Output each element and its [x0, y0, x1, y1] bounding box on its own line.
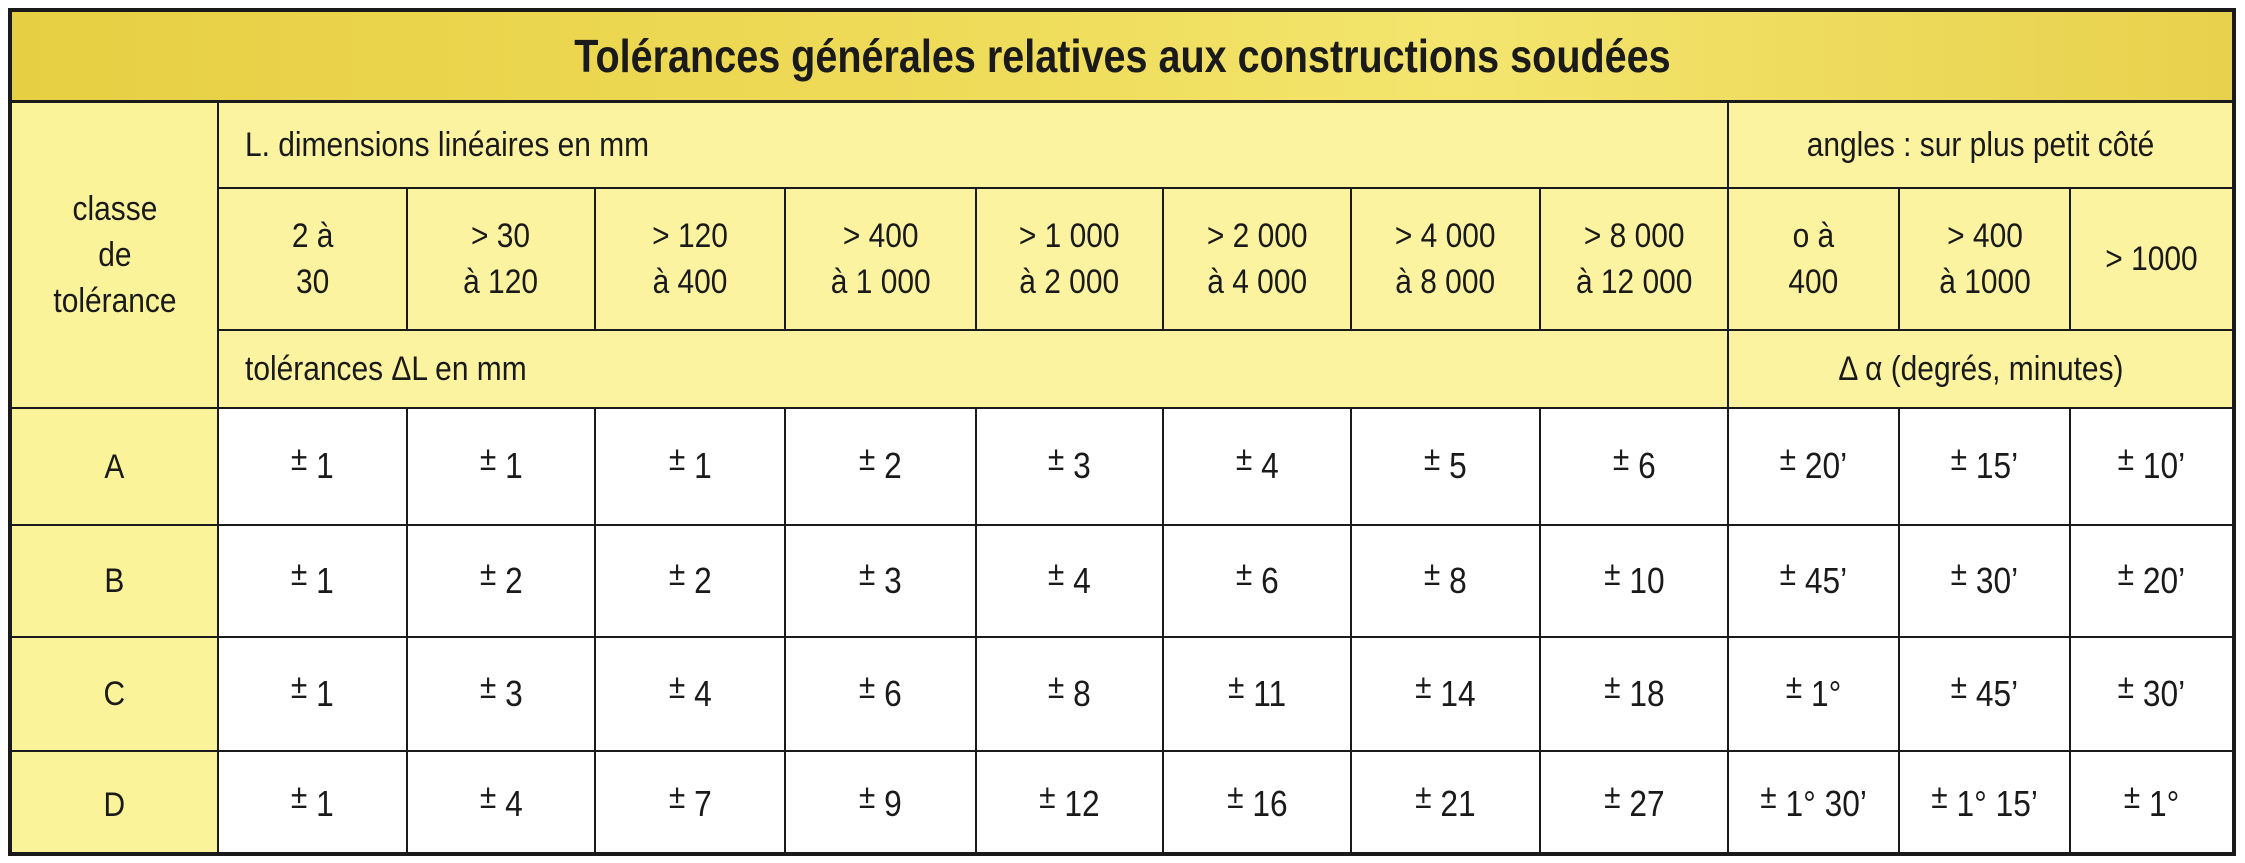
tolerance-cell [1727, 407, 1898, 524]
plus-minus-sign: ± [1612, 440, 1629, 478]
class-a-label-text [105, 444, 125, 490]
table-title: Tolérances générales relatives aux constructions soudées [573, 30, 1671, 82]
tolerance-value [1415, 778, 1476, 828]
tolerance-cell [2069, 524, 2232, 636]
linear-range-6 [1162, 187, 1350, 329]
tolerance-cell [594, 750, 784, 856]
plus-minus-sign: ± [479, 440, 496, 478]
plus-minus-sign: ± [479, 667, 496, 706]
tolerance-number: 1 [316, 559, 334, 601]
tolerance-value [1950, 440, 2019, 490]
tolerance-number: 15’ [1975, 445, 2019, 486]
linear-range-1-line: 30 [295, 263, 330, 301]
tolerance-number: 5 [1449, 445, 1467, 486]
tolerance-cell [975, 407, 1162, 524]
linear-range-2-text [464, 213, 539, 305]
plus-minus-sign: ± [1048, 554, 1065, 593]
tolerance-cell [1350, 750, 1539, 856]
tolerance-table [8, 8, 2236, 856]
angle-range-3-text [2105, 236, 2197, 282]
tolerance-cell [1898, 407, 2069, 524]
class-header [12, 103, 217, 407]
plus-minus-sign: ± [859, 778, 876, 816]
tolerance-cell [975, 750, 1162, 856]
linear-range-5-line: > 1 000 [1019, 217, 1120, 255]
tolerance-value [1415, 667, 1476, 718]
tolerance-cell [1727, 524, 1898, 636]
linear-range-8 [1539, 187, 1727, 329]
tolerance-cell [1350, 407, 1539, 524]
linear-range-6-text [1207, 213, 1308, 305]
tolerance-cell [217, 636, 406, 750]
tolerance-number: 20’ [1804, 445, 1848, 486]
plus-minus-sign: ± [1226, 778, 1244, 816]
tolerance-cell [2069, 407, 2232, 524]
tolerance-value [859, 440, 902, 490]
tolerance-number: 7 [693, 783, 712, 824]
linear-range-5-line: à 2 000 [1019, 263, 1120, 301]
angle-range-1-text [1789, 213, 1839, 305]
class-header-line: de [97, 236, 132, 274]
tolerance-cell [406, 407, 594, 524]
linear-range-2-line: à 120 [463, 263, 539, 301]
plus-minus-sign: ± [859, 554, 876, 593]
tolerance-value [859, 667, 902, 718]
plus-minus-sign: ± [668, 554, 685, 593]
plus-minus-sign: ± [1779, 440, 1797, 478]
tolerance-number: 30’ [2142, 672, 2186, 714]
tolerance-number: 30’ [1975, 559, 2019, 601]
plus-minus-sign: ± [1931, 778, 1948, 816]
tolerance-number: 3 [1073, 445, 1091, 486]
tolerance-value [1779, 554, 1848, 605]
linear-group-label-text: L. dimensions linéaires en mm [245, 126, 650, 164]
linear-range-4 [784, 187, 975, 329]
table-title-bar [12, 12, 2232, 103]
tolerance-value [2117, 440, 2186, 490]
class-b-label-text [105, 558, 125, 604]
tolerance-value [1760, 778, 1867, 828]
linear-tol-label-text: tolérances ΔL en mm [245, 350, 527, 388]
tolerance-value [1048, 440, 1091, 490]
linear-range-7-line: à 8 000 [1395, 263, 1496, 301]
class-header-line: classe [72, 190, 157, 228]
tolerance-value [291, 667, 334, 718]
linear-range-7-text [1395, 213, 1496, 305]
tolerance-number: 2 [693, 559, 712, 601]
plus-minus-sign: ± [1235, 440, 1252, 478]
class-b-label [12, 524, 217, 636]
linear-range-7 [1350, 187, 1539, 329]
tolerance-value [291, 440, 334, 490]
tolerance-cell [406, 636, 594, 750]
plus-minus-sign: ± [859, 667, 876, 706]
angle-range-1-line: o à [1792, 217, 1835, 255]
tolerance-cell [1162, 636, 1350, 750]
linear-range-2 [406, 187, 594, 329]
tolerance-value [1226, 778, 1288, 828]
plus-minus-sign: ± [1415, 667, 1432, 706]
tolerance-number: 4 [693, 672, 712, 714]
tolerance-cell [1162, 750, 1350, 856]
tolerance-number: 2 [884, 445, 902, 486]
tolerance-number: 10 [1628, 559, 1665, 601]
tolerance-value [1603, 778, 1665, 828]
tolerance-number: 1° [2148, 783, 2180, 824]
linear-range-7-line: > 4 000 [1395, 217, 1496, 255]
plus-minus-sign: ± [1950, 667, 1968, 706]
tolerance-cell [594, 636, 784, 750]
angle-tol-label [1727, 329, 2232, 407]
tolerance-number: 1° 30’ [1785, 783, 1867, 824]
plus-minus-sign: ± [2123, 778, 2141, 816]
plus-minus-sign: ± [2117, 554, 2135, 593]
tolerance-cell [975, 524, 1162, 636]
class-header-text [53, 186, 176, 324]
tolerance-value [668, 554, 712, 605]
class-c-label-line: C [103, 675, 126, 713]
plus-minus-sign: ± [668, 440, 685, 478]
tolerance-value [1612, 440, 1656, 490]
tolerance-cell [1898, 750, 2069, 856]
tolerance-value [479, 667, 523, 718]
tolerance-cell [1727, 636, 1898, 750]
plus-minus-sign: ± [1415, 778, 1432, 816]
class-a-label [12, 407, 217, 524]
tolerance-number: 6 [1637, 445, 1656, 486]
plus-minus-sign: ± [668, 778, 685, 816]
tolerance-cell [1727, 750, 1898, 856]
plus-minus-sign: ± [1424, 440, 1441, 478]
tolerance-cell [1898, 524, 2069, 636]
plus-minus-sign: ± [1048, 667, 1065, 706]
tolerance-number: 14 [1440, 672, 1476, 714]
plus-minus-sign: ± [291, 554, 308, 593]
tolerance-value [1235, 554, 1279, 605]
tolerance-cell [1539, 407, 1727, 524]
tolerance-cell [1539, 750, 1727, 856]
class-d-label [12, 750, 217, 856]
class-c-label-text [104, 671, 126, 717]
tolerance-cell [406, 524, 594, 636]
angle-range-2-line: à 1000 [1938, 263, 2031, 301]
tolerance-value [1931, 778, 2038, 828]
tolerance-value [479, 440, 523, 490]
linear-range-1 [217, 187, 406, 329]
tolerance-number: 4 [1260, 445, 1279, 486]
linear-group-label [217, 103, 1727, 187]
plus-minus-sign: ± [1424, 554, 1441, 593]
tolerance-value [859, 778, 902, 828]
plus-minus-sign: ± [291, 440, 308, 478]
angle-range-2-text [1939, 213, 2031, 305]
linear-range-3 [594, 187, 784, 329]
plus-minus-sign: ± [1603, 667, 1621, 706]
tolerance-number: 6 [1260, 559, 1279, 601]
tolerance-cell [784, 407, 975, 524]
class-d-label-line: D [103, 785, 126, 824]
linear-range-1-line: 2 à [291, 217, 334, 255]
tolerance-cell [784, 524, 975, 636]
tolerance-cell [1898, 636, 2069, 750]
tolerance-value [668, 667, 712, 718]
tolerance-cell [406, 750, 594, 856]
table-grid [12, 103, 2232, 852]
angle-range-2-line: > 400 [1946, 217, 2023, 255]
tolerance-cell [217, 524, 406, 636]
linear-range-2-line: > 30 [471, 217, 531, 255]
tolerance-value [1950, 554, 2019, 605]
linear-range-6-line: à 4 000 [1207, 263, 1307, 301]
tolerance-number: 27 [1628, 783, 1665, 824]
tolerance-value [1235, 440, 1279, 490]
class-header-line: tolérance [52, 282, 177, 320]
tolerance-number: 16 [1251, 783, 1288, 824]
tolerance-cell [594, 524, 784, 636]
tolerance-number: 6 [884, 672, 902, 714]
tolerance-value [668, 440, 712, 490]
plus-minus-sign: ± [1785, 667, 1803, 706]
linear-range-4-line: à 1 000 [830, 263, 931, 301]
plus-minus-sign: ± [668, 667, 685, 706]
tolerance-number: 1 [316, 783, 334, 824]
tolerance-cell [217, 750, 406, 856]
tolerance-value [479, 554, 523, 605]
class-b-label-line: B [104, 562, 125, 600]
tolerance-number: 1° [1810, 672, 1842, 714]
linear-range-8-line: à 12 000 [1575, 263, 1693, 301]
plus-minus-sign: ± [1603, 778, 1621, 816]
plus-minus-sign: ± [1235, 554, 1252, 593]
linear-range-1-text [292, 213, 334, 305]
plus-minus-sign: ± [1603, 554, 1621, 593]
tolerance-value [2117, 667, 2186, 718]
tolerance-number: 1° 15’ [1956, 783, 2038, 824]
tolerance-cell [217, 407, 406, 524]
linear-tol-label [217, 329, 1727, 407]
tolerance-cell [784, 636, 975, 750]
tolerance-cell [2069, 636, 2232, 750]
tolerance-cell [1162, 407, 1350, 524]
tolerance-cell [1539, 524, 1727, 636]
linear-range-5 [975, 187, 1162, 329]
angle-range-1-line: 400 [1788, 263, 1839, 301]
tolerance-value [2123, 778, 2180, 828]
tolerance-number: 11 [1253, 672, 1287, 714]
linear-range-4-line: > 400 [842, 217, 919, 255]
tolerance-number: 18 [1628, 672, 1665, 714]
tolerance-cell [975, 636, 1162, 750]
tolerance-number: 8 [1073, 672, 1091, 714]
plus-minus-sign: ± [1950, 440, 1968, 478]
tolerance-value [668, 778, 712, 828]
linear-range-3-line: > 120 [652, 217, 728, 255]
tolerance-value [1603, 667, 1665, 718]
linear-range-8-line: > 8 000 [1583, 217, 1685, 255]
tolerance-value [1603, 554, 1665, 605]
linear-range-3-line: à 400 [652, 263, 728, 301]
tolerance-number: 21 [1440, 783, 1476, 824]
tolerance-cell [1539, 636, 1727, 750]
tolerance-number: 8 [1449, 559, 1467, 601]
angle-range-2 [1898, 187, 2069, 329]
tolerance-value [1048, 554, 1091, 605]
tolerance-value [1950, 667, 2019, 718]
tolerance-number: 20’ [2142, 559, 2186, 601]
tolerance-value [1785, 667, 1842, 718]
tolerance-number: 2 [504, 559, 523, 601]
plus-minus-sign: ± [1048, 440, 1065, 478]
linear-range-5-text [1019, 213, 1120, 305]
angle-range-3 [2069, 187, 2232, 329]
angle-range-3-line: > 1000 [2105, 240, 2198, 278]
tolerance-value [859, 554, 902, 605]
tolerance-value [291, 778, 334, 828]
tolerance-number: 3 [884, 559, 902, 601]
plus-minus-sign: ± [1779, 554, 1797, 593]
linear-range-6-line: > 2 000 [1206, 217, 1308, 255]
plus-minus-sign: ± [2117, 667, 2135, 706]
linear-range-4-text [831, 213, 931, 305]
plus-minus-sign: ± [1227, 667, 1245, 706]
class-c-label [12, 636, 217, 750]
tolerance-value [2117, 554, 2186, 605]
plus-minus-sign: ± [479, 554, 496, 593]
tolerance-value [479, 778, 523, 828]
tolerance-number: 3 [504, 672, 523, 714]
tolerance-value [1048, 667, 1091, 718]
tolerance-cell [784, 750, 975, 856]
plus-minus-sign: ± [859, 440, 876, 478]
angle-group-label-text: angles : sur plus petit côté [1806, 126, 2155, 164]
tolerance-cell [2069, 750, 2232, 856]
tolerance-number: 1 [693, 445, 712, 486]
tolerance-cell [1350, 524, 1539, 636]
plus-minus-sign: ± [479, 778, 496, 816]
plus-minus-sign: ± [291, 667, 308, 706]
plus-minus-sign: ± [1950, 554, 1968, 593]
linear-range-3-text [652, 213, 728, 305]
tolerance-number: 1 [504, 445, 523, 486]
linear-range-8-text [1576, 213, 1692, 305]
tolerance-cell [1350, 636, 1539, 750]
tolerance-value [1424, 440, 1467, 490]
tolerance-cell [1162, 524, 1350, 636]
tolerance-number: 10’ [2142, 445, 2186, 486]
tolerance-value [1039, 778, 1100, 828]
class-d-label-text [104, 782, 126, 828]
angle-range-1 [1727, 187, 1898, 329]
class-a-label-line: A [104, 447, 125, 486]
tolerance-number: 12 [1064, 783, 1100, 824]
tolerance-number: 45’ [1975, 672, 2019, 714]
tolerance-value [1779, 440, 1848, 490]
plus-minus-sign: ± [1039, 778, 1056, 816]
tolerance-number: 45’ [1804, 559, 1848, 601]
plus-minus-sign: ± [2117, 440, 2135, 478]
tolerance-cell [594, 407, 784, 524]
tolerance-value [1424, 554, 1467, 605]
tolerance-number: 1 [316, 672, 334, 714]
tolerance-number: 4 [504, 783, 523, 824]
angle-group-label [1727, 103, 2232, 187]
tolerance-number: 4 [1073, 559, 1091, 601]
tolerance-value [1227, 667, 1287, 718]
tolerance-number: 9 [884, 783, 902, 824]
angle-tol-label-text: Δ α (degrés, minutes) [1837, 350, 2124, 388]
plus-minus-sign: ± [291, 778, 308, 816]
tolerance-number: 1 [316, 445, 334, 486]
plus-minus-sign: ± [1760, 778, 1777, 816]
tolerance-value [291, 554, 334, 605]
